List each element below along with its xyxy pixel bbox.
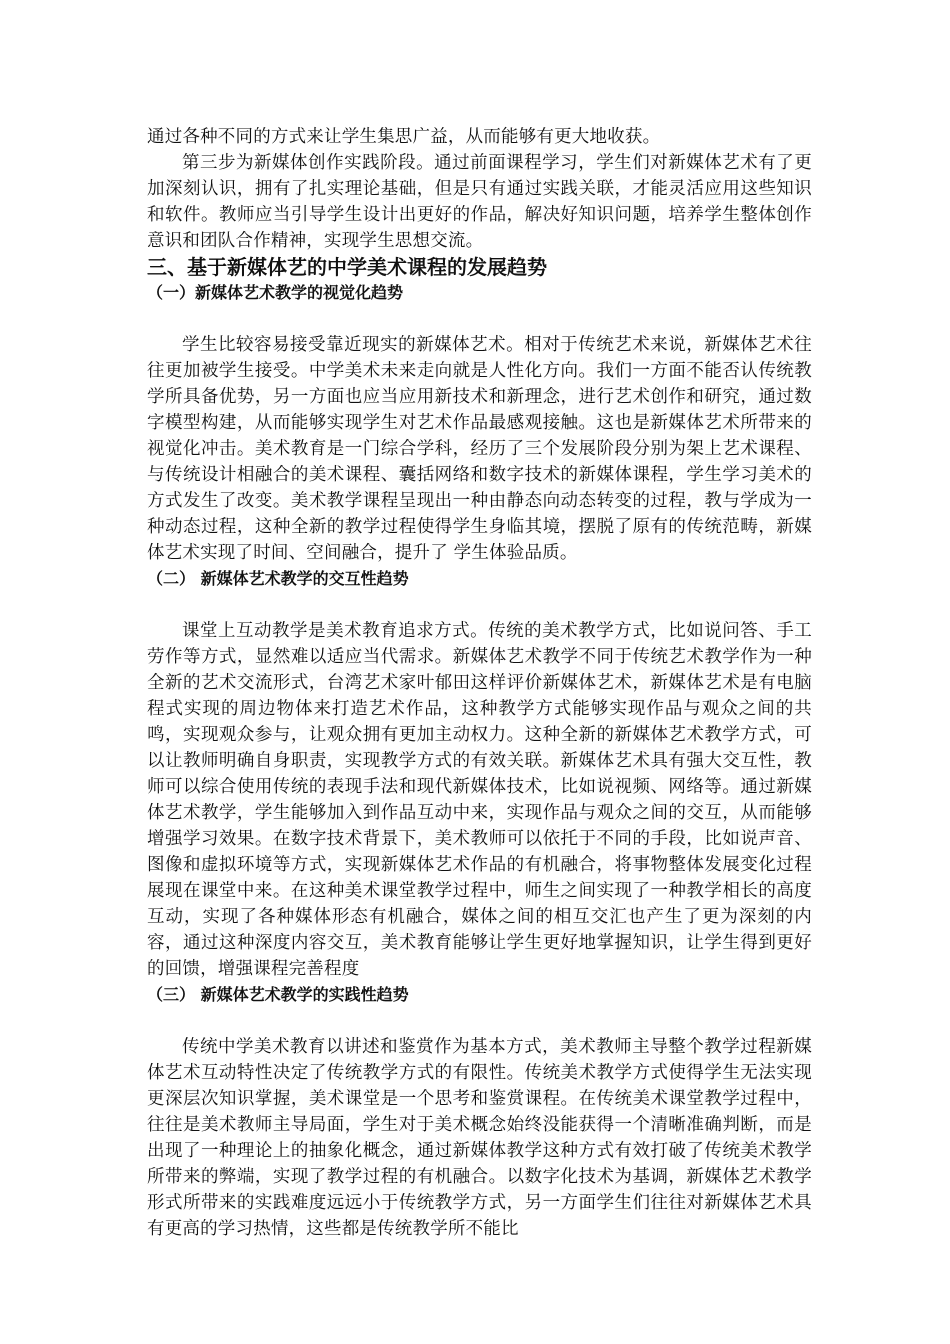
subheading-3: （三） 新媒体艺术教学的实践性趋势 — [147, 985, 409, 1004]
paragraph-intro: 通过各种不同的方式来让学生集思广益，从而能够有更大地收获。 — [147, 127, 661, 147]
spacer — [147, 592, 812, 618]
spacer — [147, 306, 812, 332]
spacer — [147, 1008, 812, 1034]
subheading-2: （二） 新媒体艺术教学的交互性趋势 — [147, 569, 409, 588]
section-heading-3: 三、基于新媒体艺的中学美术课程的发展趋势 — [147, 255, 547, 279]
paragraph-visual-trend: 学生比较容易接受靠近现实的新媒体艺术。相对于传统艺术来说，新媒体艺术往往更加被学生接受。中学美术未来走向就是人性化方向。我们一方面不能否认传统教学所具备优势，另一方面也应当应用新技术和新理念，进行艺术创作和研究，通过数字模型构建，从而能够实现学生对艺术作品最感观接触。这也是新媒体艺术所带来的视觉化冲击。美术教育是一门综合学科，经历了三个发展阶段分别为架上艺术课程、与传统设计相融合的美术课程、囊括网络和数字技术的新媒体课程，学生学习美术的方式发生了改变。美术教学课程呈现出一种由静态向动态转变的过程，教与学成为一种动态过程，这种全新的教学过程使得学生身临其境，摆脱了原有的传统范畴，新媒体艺术实现了时间、空间融合，提升了 学生体验品质。 — [147, 335, 812, 563]
paragraph-practice-trend: 传统中学美术教育以讲述和鉴赏作为基本方式，美术教师主导整个教学过程新媒体艺术互动特性决定了传统教学方式的有限性。传统美术教学方式使得学生无法实现更深层次知识掌握，美术课堂是一个思考和鉴赏课程。在传统美术课堂教学过程中，往往是美术教师主导局面，学生对于美术概念始终没能获得一个清晰准确判断，而是出现了一种理论上的抽象化概念，通过新媒体教学这种方式有效打破了传统美术教学所带来的弊端，实现了教学过程的有机融合。以数字化技术为基调，新媒体艺术教学形式所带来的实践难度远远小于传统教学方式，另一方面学生们往往对新媒体艺术具有更高的学习热情，这些都是传统教学所不能比 — [147, 1037, 812, 1239]
paragraph-interactive-trend: 课堂上互动教学是美术教育追求方式。传统的美术教学方式，比如说问答、手工劳作等方式，显然难以适应当代需求。新媒体艺术教学不同于传统艺术教学作为一种全新的艺术交流形式，台湾艺术家叶郁田这样评价新媒体艺术，新媒体艺术是有电脑程式实现的周边物体来打造艺术作品，这种教学方式能够实现作品与观众之间的共鸣，实现观众参与，让观众拥有更加主动权力。这种全新的新媒体艺术教学方式，可以让教师明确自身职责，实现教学方式的有效关联。新媒体艺术具有强大交互性，教师可以综合使用传统的表现手法和现代新媒体技术，比如说视频、网络等。通过新媒体艺术教学，学生能够加入到作品互动中来，实现作品与观众之间的交互，从而能够增强学习效果。在数字技术背景下，美术教师可以依托于不同的手段，比如说声音、图像和虚拟环境等方式，实现新媒体艺术作品的有机融合，将事物整体发展变化过程展现在课堂中来。在这种美术课堂教学过程中，师生之间实现了一种教学相长的高度互动，实现了各种媒体形态有机融合，媒体之间的相互交汇也产生了更为深刻的内容，通过这种深度内容交互，美术教育能够让学生更好地掌握知识，让学生得到更好的回馈，增强课程完善程度 — [147, 621, 812, 979]
subheading-1: （一）新媒体艺术教学的视觉化趋势 — [147, 283, 404, 302]
paragraph-step3: 第三步为新媒体创作实践阶段。通过前面课程学习，学生们对新媒体艺术有了更加深刻认识，拥有了扎实理论基础，但是只有通过实践关联，才能灵活应用这些知识和软件。教师应当引导学生设计出更好的作品，解决好知识问题，培养学生整体创作意识和团队合作精神，实现学生思想交流。 — [147, 153, 812, 251]
document-page — [147, 124, 812, 1242]
